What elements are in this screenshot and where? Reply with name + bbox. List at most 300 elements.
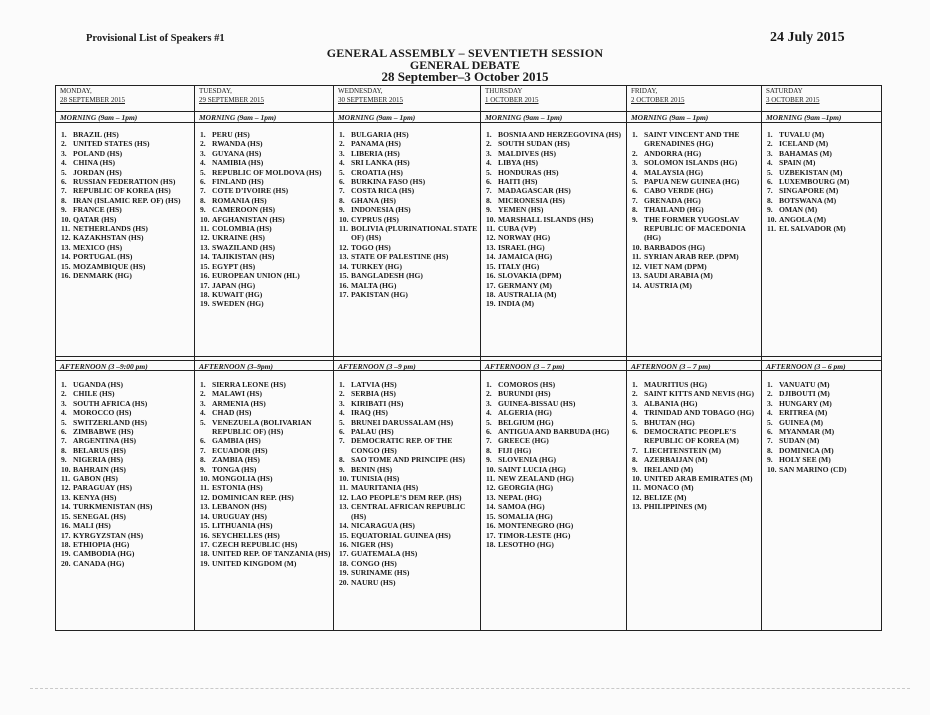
speaker-name: GERMANY (M) — [498, 280, 552, 290]
speaker-name: ALGERIA (HG) — [498, 408, 552, 418]
speaker-item — [632, 130, 759, 149]
morning-list — [627, 123, 761, 290]
speaker-number: 3. — [486, 398, 492, 408]
speaker-number: 5. — [486, 417, 492, 427]
speaker-item — [339, 521, 478, 530]
speaker-item — [632, 474, 759, 483]
speaker-number: 10. — [632, 474, 642, 484]
speaker-item — [61, 436, 192, 445]
speaker-name: GABON (HS) — [73, 474, 118, 484]
speaker-number: 6. — [61, 177, 67, 187]
speaker-item — [486, 299, 624, 308]
speaker-item — [632, 186, 759, 195]
speaker-name: KYRGYZSTAN (HS) — [73, 530, 144, 540]
speaker-number: 16. — [339, 539, 349, 549]
speaker-name: THAILAND (HG) — [644, 205, 704, 215]
speaker-number: 14. — [61, 502, 71, 512]
speaker-item — [339, 158, 478, 167]
speaker-name: RUSSIAN FEDERATION (HS) — [73, 177, 176, 187]
speaker-name: ERITREA (M) — [779, 408, 828, 418]
speaker-name: DOMINICA (M) — [779, 445, 834, 455]
speaker-item — [632, 483, 759, 492]
speaker-item — [339, 399, 478, 408]
speaker-item — [486, 177, 624, 186]
speaker-name: EGYPT (HS) — [212, 261, 256, 271]
speaker-name: MICRONESIA (HS) — [498, 195, 565, 205]
speaker-name: UZBEKISTAN (M) — [779, 167, 843, 177]
speaker-item — [200, 158, 331, 167]
speaker-name: GEORGIA (HG) — [498, 483, 554, 493]
morning-cell-5 — [762, 86, 881, 356]
speaker-number: 18. — [200, 549, 210, 559]
speaker-name: NETHERLANDS (HS) — [73, 224, 148, 234]
speaker-item — [339, 281, 478, 290]
speaker-item — [339, 271, 478, 280]
page-bottom-line — [30, 688, 910, 689]
speaker-number: 8. — [767, 195, 773, 205]
speakers-table — [55, 85, 882, 631]
speaker-item — [632, 418, 759, 427]
speaker-number: 14. — [486, 502, 496, 512]
speaker-number: 6. — [486, 427, 492, 437]
speaker-item — [200, 281, 331, 290]
speaker-item — [486, 483, 624, 492]
speaker-name: SWITZERLAND (HS) — [73, 417, 148, 427]
speaker-name: NEPAL (HG) — [498, 492, 542, 502]
speaker-number: 19. — [339, 568, 349, 578]
speaker-item — [61, 130, 192, 139]
speaker-item — [486, 436, 624, 445]
speaker-name: SYRIAN ARAB REP. (DPM) — [644, 252, 739, 262]
speaker-item — [61, 149, 192, 158]
speaker-name: COMOROS (HS) — [498, 380, 556, 389]
speaker-name: MARSHALL ISLANDS (HS) — [498, 214, 594, 224]
speaker-name: ITALY (HG) — [498, 261, 540, 271]
speaker-name: EL SALVADOR (M) — [779, 224, 846, 234]
speaker-name: OMAN (M) — [779, 205, 818, 215]
day-date: 3 OCTOBER 2015 — [766, 95, 820, 104]
speaker-number: 12. — [632, 492, 642, 502]
speaker-number: 7. — [767, 436, 773, 446]
speaker-name: ARGENTINA (HS) — [73, 436, 137, 446]
speaker-item — [339, 568, 478, 577]
speaker-name: ESTONIA (HS) — [212, 483, 263, 493]
speaker-name: UNITED REP. OF TANZANIA (HS) — [212, 549, 331, 559]
speaker-name: SWAZILAND (HS) — [212, 242, 276, 252]
speaker-number: 7. — [61, 436, 67, 446]
speaker-number: 6. — [632, 427, 638, 437]
speaker-number: 13. — [486, 242, 496, 252]
day-header — [627, 86, 761, 112]
afternoon-cell-0 — [56, 356, 195, 630]
speaker-item — [632, 158, 759, 167]
afternoon-session-label: AFTERNOON (3 – 7 pm) — [481, 360, 626, 371]
speaker-name: TUVALU (M) — [779, 130, 825, 139]
speaker-number: 9. — [632, 214, 638, 224]
speaker-name: HUNGARY (M) — [779, 398, 832, 408]
speaker-number: 2. — [632, 148, 638, 158]
speaker-number: 1. — [200, 130, 206, 139]
speaker-name: BELIZE (M) — [644, 492, 687, 502]
morning-cell-4 — [627, 86, 762, 356]
speaker-number: 3. — [632, 398, 638, 408]
speaker-number: 7. — [632, 445, 638, 455]
speaker-item — [200, 559, 331, 568]
speaker-name: SPAIN (M) — [779, 158, 816, 168]
speaker-name: DEMOCRATIC PEOPLE’S REPUBLIC OF KOREA (M) — [644, 427, 739, 446]
speaker-item — [486, 427, 624, 436]
speaker-name: ARMENIA (HS) — [212, 398, 266, 408]
speaker-item — [61, 262, 192, 271]
day-name: THURSDAY — [485, 87, 523, 95]
speaker-item — [486, 455, 624, 464]
speaker-item — [486, 465, 624, 474]
speaker-item — [486, 531, 624, 540]
speaker-item — [200, 271, 331, 280]
morning-session-label: MORNING (9am –1pm) — [762, 112, 881, 123]
speaker-number: 2. — [767, 139, 773, 149]
speaker-name: INDONESIA (HS) — [351, 205, 411, 215]
speaker-item — [486, 139, 624, 148]
speaker-number: 7. — [200, 445, 206, 455]
session-title: GENERAL ASSEMBLY – SEVENTIETH SESSION — [326, 46, 604, 60]
speaker-item — [61, 483, 192, 492]
speaker-name: CYPRUS (HS) — [351, 214, 399, 224]
speaker-name: LIBERIA (HS) — [351, 148, 400, 158]
speaker-number: 19. — [486, 299, 496, 309]
speaker-name: SIERRA LEONE (HS) — [212, 380, 286, 389]
speaker-name: SURINAME (HS) — [351, 568, 410, 578]
speaker-name: BULGARIA (HS) — [351, 130, 409, 139]
speaker-number: 13. — [339, 252, 349, 262]
speaker-number: 6. — [200, 177, 206, 187]
speaker-item — [339, 290, 478, 299]
speaker-name: BOLIVIA (PLURINATIONAL STATE OF) (HS) — [351, 224, 478, 243]
speaker-item — [767, 465, 879, 474]
speaker-item — [339, 130, 478, 139]
speaker-number: 10. — [200, 214, 210, 224]
speaker-name: SLOVAKIA (DPM) — [498, 271, 562, 281]
speaker-item — [632, 455, 759, 464]
speaker-item — [339, 149, 478, 158]
speaker-number: 9. — [767, 205, 773, 215]
speaker-name: CUBA (VP) — [498, 224, 537, 234]
speaker-item — [486, 233, 624, 242]
morning-list — [481, 123, 626, 309]
speaker-item — [632, 262, 759, 271]
speaker-item — [339, 465, 478, 474]
speaker-number: 19. — [200, 299, 210, 309]
speaker-item — [200, 252, 331, 261]
speaker-number: 15. — [200, 261, 210, 271]
speaker-item — [61, 455, 192, 464]
speaker-name: BOSNIA AND HERZEGOVINA (HS) — [498, 130, 622, 139]
speaker-name: BURUNDI (HS) — [498, 389, 551, 399]
speaker-item — [339, 224, 478, 243]
speaker-item — [339, 408, 478, 417]
speaker-name: MEXICO (HS) — [73, 242, 123, 252]
speaker-number: 15. — [339, 530, 349, 540]
speaker-name: PHILIPPINES (M) — [644, 502, 707, 512]
speaker-name: SAINT LUCIA (HG) — [498, 464, 566, 474]
date-range: 28 September–3 October 2015 — [381, 69, 549, 84]
speaker-number: 2. — [486, 389, 492, 399]
speaker-item — [200, 243, 331, 252]
speaker-item — [339, 196, 478, 205]
speaker-name: MYANMAR (M) — [779, 427, 835, 437]
speaker-item — [339, 493, 478, 502]
speaker-item — [632, 380, 759, 389]
speaker-name: TIMOR-LESTE (HG) — [498, 530, 571, 540]
speaker-name: ICELAND (M) — [779, 139, 829, 149]
speaker-item — [61, 446, 192, 455]
speaker-name: FINLAND (HS) — [212, 177, 264, 187]
speaker-name: JAPAN (HG) — [212, 280, 256, 290]
speaker-item — [767, 389, 879, 398]
speaker-name: CHILE (HS) — [73, 389, 115, 399]
speaker-item — [486, 290, 624, 299]
afternoon-list — [762, 371, 881, 474]
speaker-name: BHUTAN (HG) — [644, 417, 695, 427]
speaker-name: SOMALIA (HG) — [498, 511, 553, 521]
speaker-item — [486, 502, 624, 511]
speaker-item — [767, 130, 879, 139]
speaker-item — [61, 399, 192, 408]
speaker-name: LIBYA (HS) — [498, 158, 539, 168]
speaker-item — [200, 215, 331, 224]
speaker-number: 4. — [767, 408, 773, 418]
afternoon-cell-1 — [195, 356, 334, 630]
speaker-number: 3. — [339, 148, 345, 158]
speaker-item — [200, 168, 331, 177]
speaker-number: 5. — [632, 177, 638, 187]
speaker-name: TOGO (HS) — [351, 242, 391, 252]
speaker-number: 1. — [632, 130, 638, 139]
speaker-name: BELARUS (HS) — [73, 445, 126, 455]
speaker-name: TRINIDAD AND TOBAGO (HG) — [644, 408, 755, 418]
speaker-item — [200, 436, 331, 445]
speaker-number: 7. — [61, 186, 67, 196]
speaker-name: COLOMBIA (HS) — [212, 224, 272, 234]
speaker-name: CHAD (HS) — [212, 408, 252, 418]
speaker-name: CENTRAL AFRICAN REPUBLIC (HS) — [351, 502, 466, 521]
speaker-name: SERBIA (HS) — [351, 389, 396, 399]
speaker-name: VANUATU (M) — [779, 380, 830, 389]
speaker-number: 8. — [339, 455, 345, 465]
speaker-item — [767, 205, 879, 214]
speaker-name: SAUDI ARABIA (M) — [644, 271, 713, 281]
speaker-number: 13. — [486, 492, 496, 502]
speaker-item — [61, 196, 192, 205]
speaker-item — [339, 418, 478, 427]
speaker-name: GUYANA (HS) — [212, 148, 262, 158]
speaker-number: 1. — [632, 380, 638, 389]
speaker-number: 7. — [200, 186, 206, 196]
speaker-item — [486, 215, 624, 224]
speaker-number: 12. — [200, 492, 210, 502]
speaker-item — [339, 502, 478, 521]
day-date: 28 SEPTEMBER 2015 — [60, 95, 125, 104]
speaker-number: 10. — [486, 464, 496, 474]
speaker-number: 8. — [632, 205, 638, 215]
speaker-name: UKRAINE (HS) — [212, 233, 265, 243]
speaker-name: UNITED KINGDOM (M) — [212, 558, 297, 568]
speaker-item — [632, 427, 759, 446]
speaker-name: PALAU (HS) — [351, 427, 394, 437]
speaker-item — [61, 427, 192, 436]
speaker-item — [486, 389, 624, 398]
afternoon-list — [627, 371, 761, 512]
speaker-item — [486, 186, 624, 195]
morning-list — [56, 123, 194, 281]
speaker-item — [767, 158, 879, 167]
speaker-name: CHINA (HS) — [73, 158, 115, 168]
speaker-name: TAJIKISTAN (HS) — [212, 252, 275, 262]
speaker-item — [632, 465, 759, 474]
speaker-item — [61, 177, 192, 186]
speaker-item — [200, 540, 331, 549]
speaker-number: 17. — [486, 280, 496, 290]
speaker-name: AUSTRALIA (M) — [498, 289, 557, 299]
speaker-number: 1. — [486, 130, 492, 139]
speaker-name: ETHIOPIA (HG) — [73, 539, 130, 549]
speaker-name: BOTSWANA (M) — [779, 195, 837, 205]
speaker-name: PORTUGAL (HS) — [73, 252, 133, 262]
speaker-number: 8. — [632, 455, 638, 465]
speaker-name: SOUTH AFRICA (HS) — [73, 398, 148, 408]
speaker-item — [339, 559, 478, 568]
speaker-item — [767, 215, 879, 224]
speaker-name: ZAMBIA (HS) — [212, 455, 260, 465]
speaker-item — [632, 399, 759, 408]
speaker-number: 12. — [61, 483, 71, 493]
speaker-item — [632, 205, 759, 214]
speaker-number: 5. — [767, 417, 773, 427]
speaker-number: 4. — [61, 408, 67, 418]
speaker-name: SAMOA (HG) — [498, 502, 545, 512]
speaker-item — [767, 224, 879, 233]
speaker-item — [486, 271, 624, 280]
speaker-number: 8. — [339, 195, 345, 205]
speaker-name: AZERBAIJAN (M) — [644, 455, 708, 465]
speaker-item — [339, 205, 478, 214]
speaker-name: POLAND (HS) — [73, 148, 123, 158]
speaker-number: 8. — [767, 445, 773, 455]
speaker-number: 2. — [339, 139, 345, 149]
speaker-number: 4. — [632, 167, 638, 177]
speaker-item — [632, 252, 759, 261]
speaker-number: 6. — [767, 427, 773, 437]
debate-title: GENERAL DEBATE — [409, 58, 521, 72]
speaker-item — [486, 446, 624, 455]
speaker-name: CAMEROON (HS) — [212, 205, 276, 215]
speaker-item — [339, 483, 478, 492]
speaker-number: 10. — [767, 464, 777, 474]
speaker-item — [339, 243, 478, 252]
speaker-number: 4. — [486, 408, 492, 418]
speaker-number: 2. — [486, 139, 492, 149]
speaker-number: 4. — [200, 158, 206, 168]
day-header — [762, 86, 881, 112]
speaker-item — [200, 455, 331, 464]
speaker-item — [767, 399, 879, 408]
day-name: MONDAY, — [60, 87, 92, 95]
speaker-number: 7. — [339, 436, 345, 446]
speaker-item — [486, 521, 624, 530]
speaker-number: 4. — [339, 158, 345, 168]
speaker-number: 9. — [200, 464, 206, 474]
speaker-name: ANTIGUA AND BARBUDA (HG) — [498, 427, 610, 437]
morning-session-label: MORNING (9am – 1pm) — [56, 112, 194, 123]
speaker-item — [767, 455, 879, 464]
speaker-number: 1. — [61, 130, 67, 139]
speaker-number: 20. — [339, 577, 349, 587]
speaker-name: PAPUA NEW GUINEA (HG) — [644, 177, 740, 187]
provisional-label: Provisional List of Speakers #1 — [86, 33, 225, 44]
speaker-number: 18. — [339, 558, 349, 568]
speaker-number: 1. — [486, 380, 492, 389]
speaker-item — [632, 168, 759, 177]
speaker-number: 1. — [339, 380, 345, 389]
speaker-number: 11. — [632, 252, 642, 262]
speaker-number: 14. — [339, 521, 349, 531]
speaker-item — [339, 455, 478, 464]
speaker-name: SENEGAL (HS) — [73, 511, 126, 521]
speaker-item — [339, 474, 478, 483]
speaker-number: 11. — [339, 483, 349, 493]
speaker-number: 6. — [767, 177, 773, 187]
speaker-name: NIGERIA (HS) — [73, 455, 124, 465]
speaker-name: AUSTRIA (M) — [644, 280, 692, 290]
speaker-item — [61, 224, 192, 233]
speaker-number: 10. — [339, 214, 349, 224]
speaker-name: LITHUANIA (HS) — [212, 521, 273, 531]
speaker-number: 10. — [200, 474, 210, 484]
speaker-name: CAMBODIA (HG) — [73, 549, 135, 559]
speaker-item — [61, 418, 192, 427]
speaker-name: GREECE (HG) — [498, 436, 549, 446]
speaker-item — [61, 502, 192, 511]
speaker-number: 9. — [632, 464, 638, 474]
speaker-number: 13. — [61, 492, 71, 502]
speaker-name: RWANDA (HS) — [212, 139, 263, 149]
speaker-number: 3. — [61, 398, 67, 408]
speaker-name: TUNISIA (HS) — [351, 474, 400, 484]
speaker-name: TURKMENISTAN (HS) — [73, 502, 153, 512]
speaker-number: 10. — [61, 464, 71, 474]
speaker-item — [339, 578, 478, 587]
speaker-item — [61, 549, 192, 558]
speaker-name: MADAGASCAR (HS) — [498, 186, 571, 196]
speaker-name: HOLY SEE (M) — [779, 455, 831, 465]
speaker-number: 17. — [200, 280, 210, 290]
speaker-number: 8. — [486, 195, 492, 205]
speaker-number: 7. — [767, 186, 773, 196]
speaker-item — [200, 399, 331, 408]
speaker-name: MONACO (M) — [644, 483, 694, 493]
speaker-name: GUINEA-BISSAU (HS) — [498, 398, 576, 408]
speaker-number: 14. — [61, 252, 71, 262]
speaker-number: 4. — [200, 408, 206, 418]
speaker-name: GUINEA (M) — [779, 417, 824, 427]
speaker-number: 3. — [339, 398, 345, 408]
speaker-item — [486, 243, 624, 252]
speaker-item — [486, 205, 624, 214]
speaker-item — [632, 502, 759, 511]
speaker-number: 11. — [61, 474, 71, 484]
speaker-name: PERU (HS) — [212, 130, 250, 139]
day-name: TUESDAY, — [199, 87, 232, 95]
